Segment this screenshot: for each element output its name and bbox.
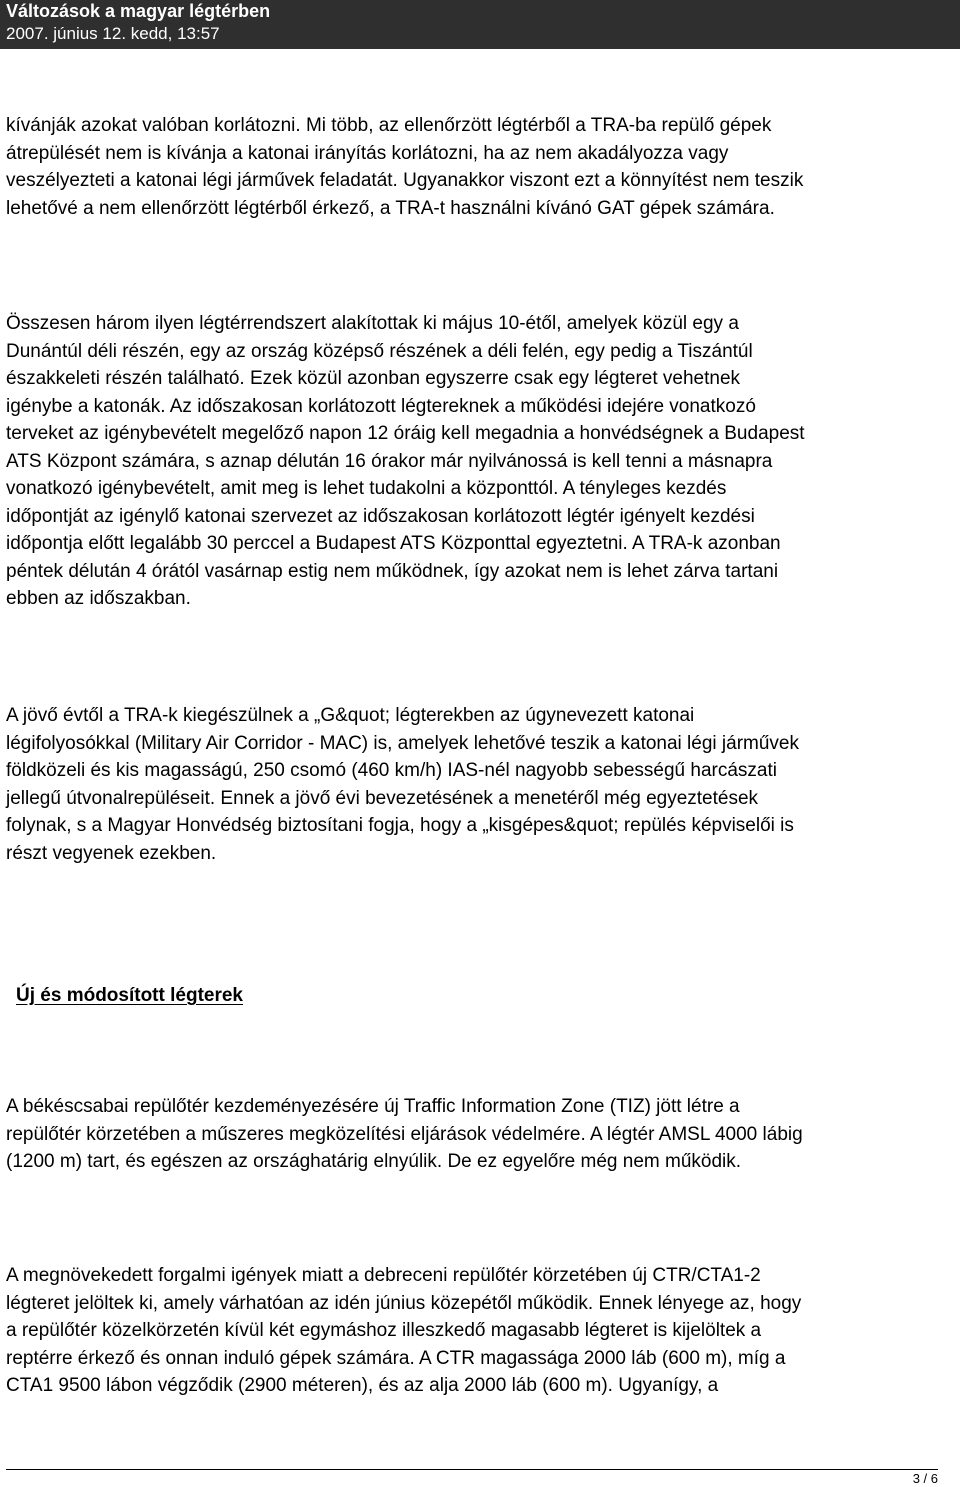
paragraph-debrecen-ctr: A megnövekedett forgalmi igények miatt a debreceni repülőtér körzetében új CTR/CTA1-2 légteret jelöltek ki, amely várhatóan az idén június közepétől működik. Ennek lényege az, hogy a repülőtér közelkörzetén kívül két egymáshoz illeszkedő magasabb légteret is kijelöltek a reptérre érkező és onnan induló gépek számára. A CTR magassága 2000 láb (600 m), míg a CTA1 9500 lábon végződik (2900 méteren), és az alja 2000 láb (600 m). Ugyanígy, a: [6, 1265, 802, 1396]
page-number: 3 / 6: [912, 1471, 938, 1486]
document-title: Változások a magyar légtérben: [6, 1, 271, 21]
paragraph-tra-crossing: kívánják azokat valóban korlátozni. Mi több, az ellenőrzött légtérből a TRA-ba repülő gépek átrepülését nem is kívánja a katonai irányítás korlátozni, ha az nem akadályozza vagy veszélyezteti a katonai légi járművek feladatát. Ugyanakkor viszont ezt a könnyítést nem teszik lehetővé a nem ellenőrzött légtérből érkező, a TRA-t használni kívánó GAT gépek számára.: [6, 115, 804, 219]
document-date: 2007. június 12. kedd, 13:57: [6, 24, 220, 43]
footer-divider: [6, 1469, 938, 1470]
paragraph-bekescsaba-tiz: A békéscsabai repülőtér kezdeményezésére új Traffic Information Zone (TIZ) jött létre a repülőtér körzetében a műszeres megközelítési eljárások védelmére. A légtér AMSL 4000 lábig (1200 m) tart, és egészen az országhatárig elnyúlik. De ez egyelőre még nem működik.: [6, 1096, 803, 1172]
section-heading: Új és módosított légterek: [16, 985, 243, 1006]
paragraph-military-air-corridor: A jövő évtől a TRA-k kiegészülnek a „G&quot; légterekben az úgynevezett katonai légifolyosókkal (Military Air Corridor - MAC) is, amelyek lehetővé teszik a katonai légi járművek földközeli és kis magasságú, 250 csomó (460 km/h) IAS-nél nagyobb sebességű harcászati jellegű útvonalrepüléseit. Ennek a jövő évi bevezetésének a menetéről még egyeztetések folynak, s a Magyar Honvédség biztosítani fogja, hogy a „kisgépes&quot; repülés képviselői is részt vegyenek ezekben.: [6, 705, 799, 864]
paragraph-airspace-systems: Összesen három ilyen légtérrendszert alakítottak ki május 10-étől, amelyek közül egy a Dunántúl déli részén, egy az ország középső részének a déli felén, egy pedig a Tiszántúl északkeleti részén található. Ezek közül azonban egyszerre csak egy légteret vehetnek igénybe a katonák. Az időszakosan korlátozott légtereknek a működési idejére vonatkozó terveket az igénybevételt megelőző napon 12 óráig kell megadnia a honvédségnek a Budapest ATS Központ számára, s aznap délután 16 órakor már nyilvánossá is kell tenni a másnapra vonatkozó igénybevételt, amit meg is lehet tudakolni a központtól. A tényleges kezdés időpontját az igénylő katonai szervezet az időszakosan korlátozott légtér igényelt kezdési időpontja előtt legalább 30 perccel a Budapest ATS Központtal egyeztetni. A TRA-k azonban péntek délután 4 órától vasárnap estig nem működnek, így azokat nem is lehet zárva tartani ebben az időszakban.: [6, 313, 805, 609]
page-header: [0, 0, 960, 49]
